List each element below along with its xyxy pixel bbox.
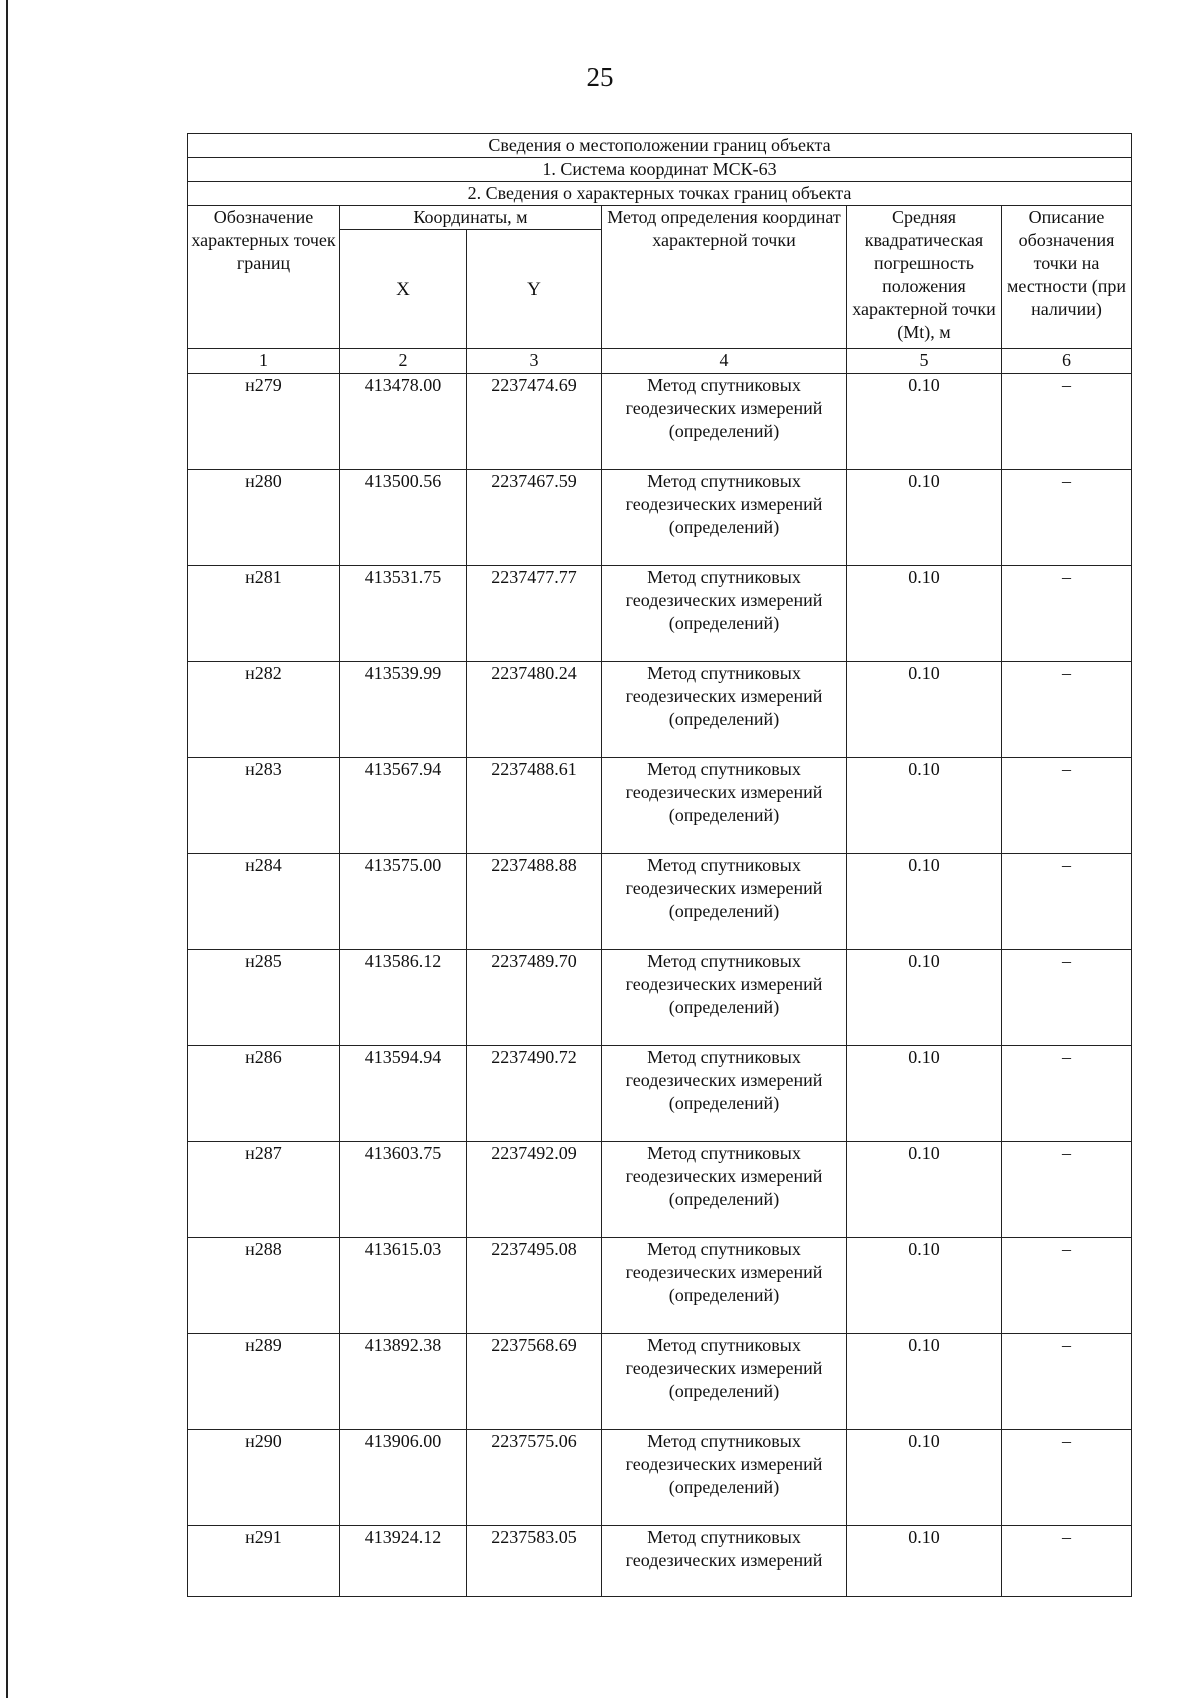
table-row [188,470,1132,566]
header-y: Y [467,230,602,349]
point-designation: н290 [188,1430,340,1526]
column-number: 2 [340,349,467,374]
coordinate-x: 413906.00 [340,1430,467,1526]
coordinate-y: 2237575.06 [467,1430,602,1526]
coordinate-x: 413567.94 [340,758,467,854]
table-row [188,1430,1132,1526]
method-cell: Метод спутниковых геодезических измерений (определений) [602,1142,847,1238]
coordinate-y: 2237480.24 [467,662,602,758]
column-number: 3 [467,349,602,374]
coordinate-x: 413924.12 [340,1526,467,1597]
mean-error-cell: 0.10 [847,566,1002,662]
mean-error-cell: 0.10 [847,1046,1002,1142]
header-method: Метод определения координат характерной точки [602,206,847,349]
method-cell: Метод спутниковых геодезических измерений (определений) [602,1334,847,1430]
header-description: Описание обозначения точки на местности (при наличии) [1002,206,1132,349]
mean-error-cell: 0.10 [847,1430,1002,1526]
table-row [188,662,1132,758]
header-coordinates: Координаты, м [340,206,602,230]
coordinate-x: 413594.94 [340,1046,467,1142]
mean-error-cell: 0.10 [847,374,1002,470]
point-designation: н279 [188,374,340,470]
coordinate-y: 2237492.09 [467,1142,602,1238]
method-cell: Метод спутниковых геодезических измерений (определений) [602,566,847,662]
point-designation: н289 [188,1334,340,1430]
mean-error-cell: 0.10 [847,1334,1002,1430]
table-row [188,950,1132,1046]
mean-error-cell: 0.10 [847,1238,1002,1334]
point-designation: н282 [188,662,340,758]
description-cell: – [1002,566,1132,662]
page-left-edge-line [6,0,8,1698]
description-cell: – [1002,374,1132,470]
mean-error-cell: 0.10 [847,1526,1002,1597]
coordinate-x: 413539.99 [340,662,467,758]
table-row [188,1142,1132,1238]
column-number: 6 [1002,349,1132,374]
mean-error-cell: 0.10 [847,1142,1002,1238]
mean-error-cell: 0.10 [847,854,1002,950]
method-cell: Метод спутниковых геодезических измерений (определений) [602,662,847,758]
coordinate-system-label: 1. Система координат МСК-63 [188,158,1132,182]
description-cell: – [1002,1334,1132,1430]
method-cell: Метод спутниковых геодезических измерений (определений) [602,1046,847,1142]
point-designation: н285 [188,950,340,1046]
coordinate-y: 2237477.77 [467,566,602,662]
method-cell: Метод спутниковых геодезических измерений (определений) [602,758,847,854]
point-designation: н281 [188,566,340,662]
header-mean-error: Средняя квадратическая погрешность положения характерной точки (Mt), м [847,206,1002,349]
header-x: X [340,230,467,349]
coordinate-y: 2237467.59 [467,470,602,566]
mean-error-cell: 0.10 [847,758,1002,854]
table-row [188,374,1132,470]
coordinate-y: 2237489.70 [467,950,602,1046]
method-cell: Метод спутниковых геодезических измерений (определений) [602,1238,847,1334]
mean-error-cell: 0.10 [847,950,1002,1046]
mean-error-cell: 0.10 [847,470,1002,566]
point-designation: н291 [188,1526,340,1597]
description-cell: – [1002,1238,1132,1334]
point-designation: н288 [188,1238,340,1334]
coordinate-x: 413478.00 [340,374,467,470]
method-cell: Метод спутниковых геодезических измерений (определений) [602,1430,847,1526]
point-designation: н284 [188,854,340,950]
description-cell: – [1002,950,1132,1046]
description-cell: – [1002,758,1132,854]
coordinate-y: 2237488.88 [467,854,602,950]
coordinate-y: 2237488.61 [467,758,602,854]
description-cell: – [1002,1526,1132,1597]
coordinate-x: 413603.75 [340,1142,467,1238]
coordinate-y: 2237568.69 [467,1334,602,1430]
description-cell: – [1002,662,1132,758]
coordinate-x: 413500.56 [340,470,467,566]
point-designation: н283 [188,758,340,854]
method-cell: Метод спутниковых геодезических измерений (определений) [602,950,847,1046]
method-cell: Метод спутниковых геодезических измерений [602,1526,847,1597]
table-caption: Сведения о местоположении границ объекта [188,134,1132,158]
coordinate-x: 413892.38 [340,1334,467,1430]
table-row [188,1334,1132,1430]
point-designation: н280 [188,470,340,566]
table-row [188,854,1132,950]
column-number: 5 [847,349,1002,374]
description-cell: – [1002,1046,1132,1142]
coordinate-y: 2237490.72 [467,1046,602,1142]
description-cell: – [1002,854,1132,950]
table-row [188,1238,1132,1334]
coordinate-x: 413615.03 [340,1238,467,1334]
method-cell: Метод спутниковых геодезических измерений (определений) [602,470,847,566]
description-cell: – [1002,1430,1132,1526]
boundary-points-table [187,133,1132,1597]
characteristic-points-label: 2. Сведения о характерных точках границ объекта [188,182,1132,206]
table-row [188,758,1132,854]
point-designation: н287 [188,1142,340,1238]
table-row [188,1046,1132,1142]
column-number: 1 [188,349,340,374]
method-cell: Метод спутниковых геодезических измерений (определений) [602,374,847,470]
table-row [188,566,1132,662]
coordinate-y: 2237495.08 [467,1238,602,1334]
coordinate-x: 413531.75 [340,566,467,662]
header-point-designation: Обозначение характерных точек границ [188,206,340,349]
coordinate-y: 2237583.05 [467,1526,602,1597]
description-cell: – [1002,470,1132,566]
coordinate-y: 2237474.69 [467,374,602,470]
method-cell: Метод спутниковых геодезических измерений (определений) [602,854,847,950]
point-designation: н286 [188,1046,340,1142]
mean-error-cell: 0.10 [847,662,1002,758]
coordinate-x: 413586.12 [340,950,467,1046]
table-row [188,1526,1132,1597]
description-cell: – [1002,1142,1132,1238]
coordinate-x: 413575.00 [340,854,467,950]
column-number: 4 [602,349,847,374]
page-number: 25 [586,62,614,92]
